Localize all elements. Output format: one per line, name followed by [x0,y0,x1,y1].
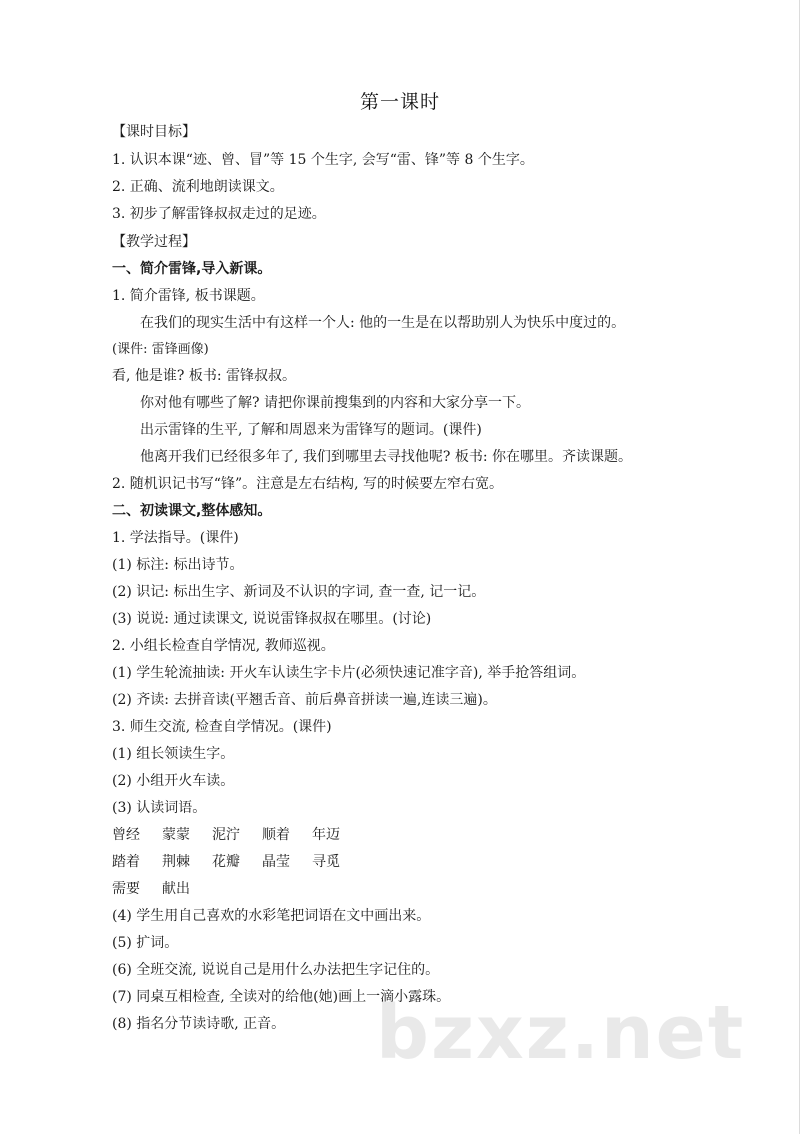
sub-item-exchange-4: (4) 学生用自己喜欢的水彩笔把词语在文中画出来。 [112,908,431,924]
watermark-logo: bzxz.net [376,990,746,1076]
sub-item-1: (1) 标注: 标出诗节。 [112,557,244,573]
sub-item-exchange-5: (5) 扩词。 [112,935,179,951]
word: 蒙蒙 [162,827,190,843]
word: 荆棘 [162,854,190,870]
word: 献出 [162,881,190,897]
word: 顺着 [262,827,290,843]
step-2-1: 1. 学法指导。(课件) [112,530,239,546]
sub-item-exchange-6: (6) 全班交流, 说说自己是用什么办法把生字记住的。 [112,962,440,978]
word: 需要 [112,881,140,897]
goal-item-3: 3. 初步了解雷锋叔叔走过的足迹。 [112,206,326,222]
sub-item-3: (3) 说说: 通过读课文, 说说雷锋叔叔在哪里。(讨论) [112,611,432,627]
paragraph-life: 出示雷锋的生平, 了解和周恩来为雷锋写的题词。(课件) [140,422,482,438]
sub-item-exchange-8: (8) 指名分节读诗歌, 正音。 [112,1016,286,1032]
step-1-1: 1. 简介雷锋, 板书课题。 [112,288,265,304]
word: 踏着 [112,854,140,870]
word: 泥泞 [212,827,240,843]
word: 花瓣 [212,854,240,870]
sub-item-exchange-2: (2) 小组开火车读。 [112,773,235,789]
page-title: 第一课时 [359,91,440,113]
goal-item-2: 2. 正确、流利地朗读课文。 [112,179,284,195]
section-heading-process: 【教学过程】 [112,234,196,250]
step-2-3: 3. 师生交流, 检查自学情况。(课件) [112,719,332,735]
step-1-2: 2. 随机识记书写“锋”。注意是左右结构, 写的时候要左窄右宽。 [112,476,504,492]
sub-item-exchange-1: (1) 组长领读生字。 [112,746,235,762]
part-heading-2: 二、初读课文,整体感知。 [112,503,272,519]
paragraph-where: 他离开我们已经很多年了, 我们到哪里去寻找他呢? 板书: 你在哪里。齐读课题。 [140,449,633,465]
paragraph-share: 你对他有哪些了解? 请把你课前搜集到的内容和大家分享一下。 [140,395,530,411]
word: 晶莹 [262,854,290,870]
goal-item-1: 1. 认识本课“迹、曾、冒”等 15 个生字, 会写“雷、锋”等 8 个生字。 [112,152,534,168]
paragraph-intro: 在我们的现实生活中有这样一个人: 他的一生是在以帮助别人为快乐中度过的。 [140,315,626,331]
sub-item-read-2: (2) 齐读: 去拼音读(平翘舌音、前后鼻音拼读一遍,连读三遍)。 [112,692,497,708]
step-2-2: 2. 小组长检查自学情况, 教师巡视。 [112,638,335,654]
word: 曾经 [112,827,140,843]
part-heading-1: 一、简介雷锋,导入新课。 [112,261,272,277]
sub-item-2: (2) 识记: 标出生字、新词及不认识的字词, 查一查, 记一记。 [112,584,486,600]
sub-item-exchange-7: (7) 同桌互相检查, 全读对的给他(她)画上一滴小露珠。 [112,989,451,1005]
courseware-note: (课件: 雷锋画像) [112,342,209,357]
word: 年迈 [312,827,340,843]
sub-item-exchange-3: (3) 认读词语。 [112,800,207,816]
sub-item-read-1: (1) 学生轮流抽读: 开火车认读生字卡片(必须快速记准字音), 举手抢答组词。 [112,665,586,681]
section-heading-goals: 【课时目标】 [112,124,196,140]
word: 寻觅 [312,854,340,870]
paragraph-who: 看, 他是谁? 板书: 雷锋叔叔。 [112,368,297,384]
